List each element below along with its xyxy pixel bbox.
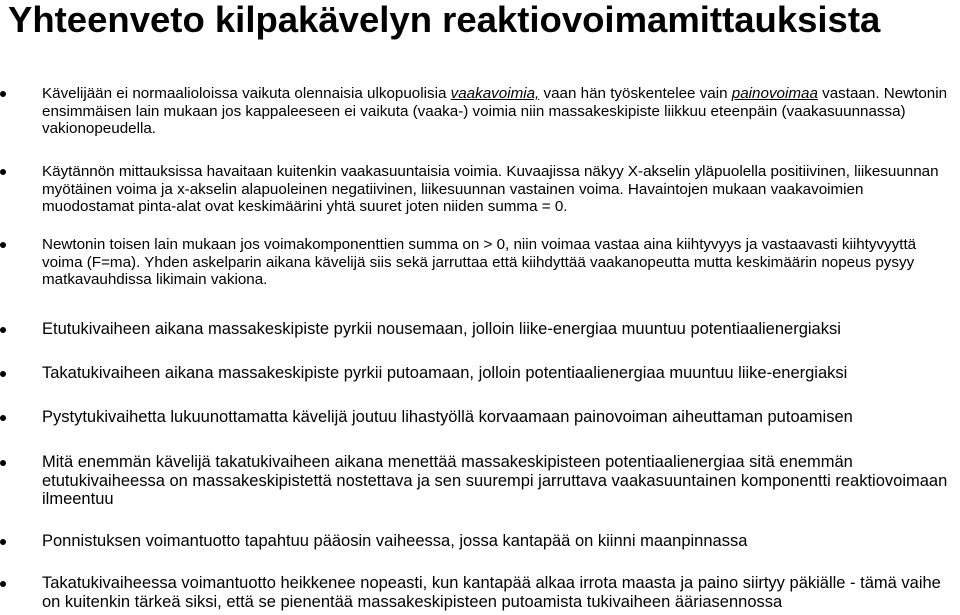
bullet-dot (0, 371, 6, 377)
paragraph-1-text-c: vaan hän työskentelee vain (539, 85, 732, 102)
paragraph-4: Etutukivaiheen aikana massakeskipiste pyrkii nousemaan, jolloin liike-energiaa muuntuu potentiaalienergiaksi (42, 320, 841, 338)
paragraph-7: Mitä enemmän kävelijä takatukivaiheen aikana menettää massakeskipisteen potentiaalienergiaa sitä enemmän etutukivaiheessa on massakeskipistettä nostettava ja sen suurempi jarruttava vaakasuuntainen komponentti reaktiovoimaan ilmeentuu (42, 453, 948, 508)
bullet-dot (0, 91, 6, 97)
paragraph-3: Newtonin toisen lain mukaan jos voimakomponenttien summa on > 0, niin voimaa vastaa aina kiihtyvyys ja vastaavasti kiihtyvyyttä voima (F=ma). Yhden askelparin aikana kävelijä siis sekä jarruttaa että kiihdyttää vaakanopeutta mutta keskimäärin nopeus pysyy matkavauhdissa likimain vakiona. (42, 236, 917, 288)
bullet-dot (0, 169, 6, 175)
paragraph-1 (42, 85, 954, 138)
page-title: Yhteenveto kilpakävelyn reaktiovoimamittauksista (8, 0, 881, 40)
paragraph-1-text-e: vastaan. Newtonin ensimmäisen lain mukaan jos kappaleeseen ei vaikuta (vaaka-) voimia niin massakeskipiste liikkuu eteenpäin (vaakasuunnassa) vakionopeudella. (42, 85, 948, 137)
bullet-dot (0, 242, 6, 248)
bullet-dot (0, 327, 6, 333)
paragraph-1-text-a: Kävelijään ei normaalioloissa vaikuta olennaisia ulkopuolisia (42, 85, 451, 102)
paragraph-6: Pystytukivaihetta lukuunottamatta kävelijä joutuu lihastyöllä korvaamaan painovoiman aiheuttaman putoamisen (42, 408, 853, 426)
paragraph-5: Takatukivaiheen aikana massakeskipiste pyrkii putoamaan, jolloin potentiaalienergiaa muuntuu liike-energiaksi (42, 364, 848, 382)
bullet-dot (0, 581, 6, 587)
bullet-dot (0, 460, 6, 466)
paragraph-2: Käytännön mittauksissa havaitaan kuitenkin vaakasuuntaisia voimia. Kuvaajissa näkyy X-akselin yläpuolella positiivinen, liikesuunnan myötäinen voima ja x-akselin alapuoleinen negatiivinen, liikesuunnan vastainen voima. Havaintojen mukaan vaakavoimien muodostamat pinta-alat ovat keskimäärini yhtä suuret joten niiden summa = 0. (42, 163, 939, 215)
bullet-dot (0, 539, 6, 545)
term-gravity: painovoimaa (731, 85, 818, 102)
term-horizontal-forces: vaakavoimia, (450, 85, 540, 102)
bullet-dot (0, 415, 6, 421)
paragraph-8: Ponnistuksen voimantuotto tapahtuu pääosin vaiheessa, jossa kantapää on kiinni maanpinnassa (42, 532, 748, 550)
paragraph-9: Takatukivaiheessa voimantuotto heikkenee nopeasti, kun kantapää alkaa irrota maasta ja paino siirtyy päkiälle - tämä vaihe on kuitenkin tärkeä siksi, että se pienentää massakeskipisteen putoamista tukivaiheen ääriasennossa (42, 574, 941, 611)
